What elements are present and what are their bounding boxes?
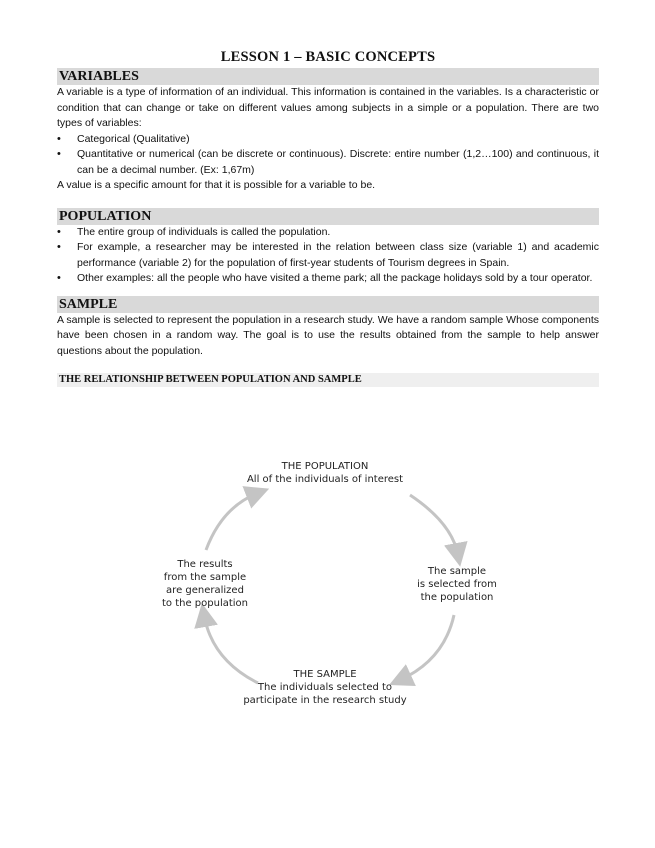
relationship-heading: THE RELATIONSHIP BETWEEN POPULATION AND SAMPLE [57,373,599,387]
sample-heading: SAMPLE [57,296,599,313]
list-item: • The entire group of individuals is called the population. [77,225,599,241]
list-item: • Other examples: all the people who have visited a theme park; all the package holidays sold by a tour operator. [77,271,599,287]
variables-heading: VARIABLES [57,68,599,85]
document-page [57,48,599,387]
list-item: • Categorical (Qualitative) [77,132,599,148]
selection-line: The sample [427,566,487,577]
generalize-line: from the sample [163,572,247,583]
arrow-population-to-sample [410,495,458,555]
selection-line: is selected from [417,579,497,590]
variables-bullet-list [57,132,599,179]
population-node-title: THE POPULATION [281,461,369,472]
variables-intro: A variable is a type of information of an individual. This information is contained in the variables. Is a characteristic or condition that can change or take on different values among subjects in a simple or a population. There are two types of variables: [57,86,599,129]
population-bullet-list [57,225,599,287]
generalize-line: are generalized [166,585,244,596]
sample-node-title: THE SAMPLE [293,669,357,680]
sample-text: A sample is selected to represent the population in a research study. We have a random sample Whose components have been chosen in a random way. The goal is to use the results obtained from the sample to help answer questions about the population. [57,313,599,357]
arrow-results-to-population [206,493,258,550]
selection-line: the population [420,592,494,603]
generalize-node [145,558,265,610]
page-title: LESSON 1 – BASIC CONCEPTS [220,49,436,65]
list-item: • Quantitative or numerical (can be discrete or continuous). Discrete: entire number (1,2…100) and continuous, it can be a decimal number. (Ex: 1,67m) [77,147,599,178]
population-heading: POPULATION [57,208,599,225]
variables-outro: A value is a specific amount for that it is possible for a variable to be. [57,179,376,191]
list-item: • For example, a researcher may be interested in the relation between class size (variable 1) and academic performance (variable 2) for the population of first-year students of Tourism degrees in Spain. [77,240,599,271]
population-sample-cycle-diagram [140,455,510,715]
generalize-line: to the population [161,598,249,609]
sample-node-subtitle: The individuals selected to [257,682,393,693]
sample-node-subtitle: participate in the research study [243,695,407,706]
population-node-subtitle: All of the individuals of interest [246,474,404,485]
population-node [225,460,425,486]
selection-node [402,565,512,604]
sample-node [220,668,430,707]
generalize-line: The results [177,559,233,570]
